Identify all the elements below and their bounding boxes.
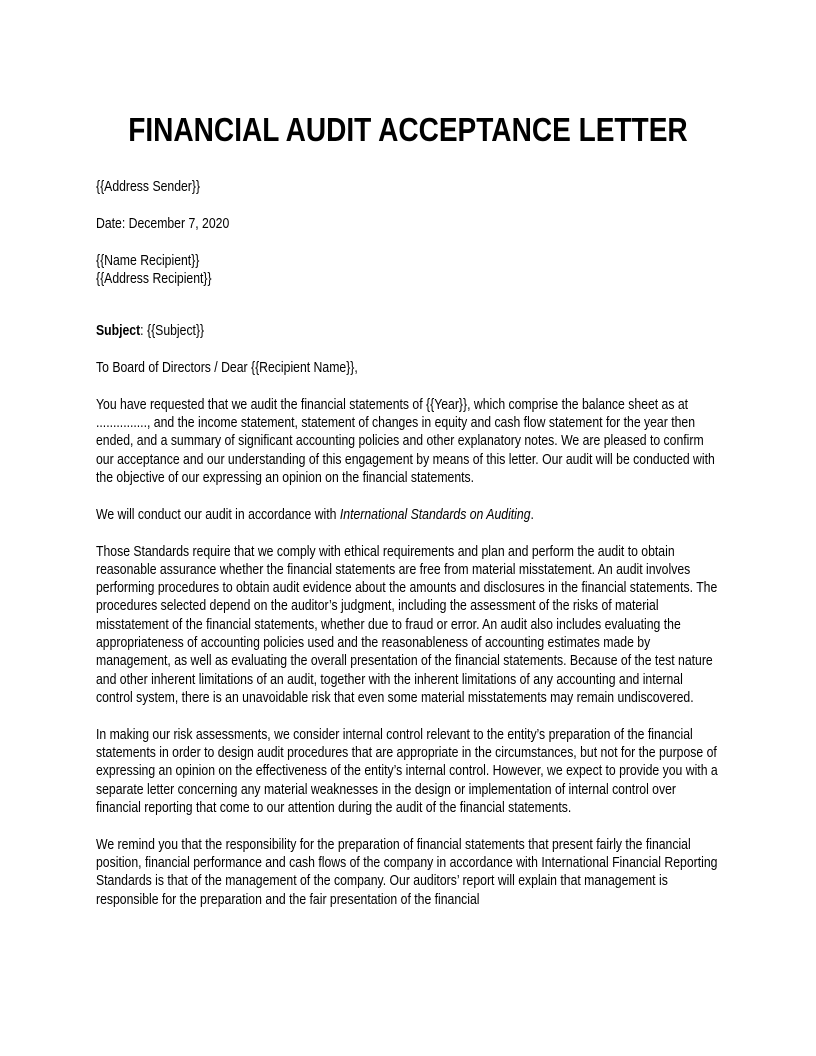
- paragraph-standards-prefix: We will conduct our audit in accordance with: [96, 506, 340, 523]
- paragraph-standards-italic: International Standards on Auditing: [339, 506, 531, 523]
- paragraph-requirements: Those Standards require that we comply with ethical requirements and plan and perform the audit to obtain reasonable assurance whether the financial statements are free from material misstatement. An audit involves performing procedures to obtain audit evidence about the amounts and disclosures in the financial statements. The procedures selected depend on the auditor’s judgment, including the assessment of the risks of material misstatement of the financial statements, whether due to fraud or error. An audit also includes evaluating the appropriateness of accounting policies used and the reasonableness of accounting estimates made by management, as well as evaluating the overall presentation of the financial statements. Because of the test nature and other inherent limitations of an audit, together with the inherent limitations of any accounting and internal control system, there is an unavoidable risk that even some material misstatements may remain undiscovered.: [96, 543, 718, 706]
- paragraph-responsibility: We remind you that the responsibility for the preparation of financial statements that present fairly the financial position, financial performance and cash flows of the company in accordance with International Financial Reporting Standards is that of the management of the company. Our auditors’ report will explain that management is responsible for the preparation and the fair presentation of the financial: [96, 836, 718, 908]
- recipient-name-placeholder: {{Name Recipient}}: [96, 252, 200, 269]
- paragraph-risk-assessments: In making our risk assessments, we consider internal control relevant to the entity’s preparation of the financial statements in order to design audit procedures that are appropriate in the circumstances, but not for the purpose of expressing an opinion on the effectiveness of the entity’s internal control. However, we expect to provide you with a separate letter concerning any material weaknesses in the design or implementation of internal control over financial reporting that come to our attention during the audit of the financial statements.: [96, 726, 718, 816]
- salutation: To Board of Directors / Dear {{Recipient Name}},: [96, 359, 358, 376]
- subject-label: Subject: [96, 323, 141, 340]
- subject-value: : {{Subject}}: [140, 323, 205, 340]
- address-sender-placeholder: {{Address Sender}}: [96, 179, 201, 195]
- subject-line: [96, 322, 720, 340]
- paragraph-standards-suffix: .: [530, 506, 534, 523]
- paragraph-standards: [96, 506, 720, 524]
- recipient-address-placeholder: {{Address Recipient}}: [96, 270, 212, 287]
- paragraph-request: You have requested that we audit the financial statements of {{Year}}, which comprise the balance sheet as at ..............., and the income statement, statement of changes in equity and cash flow statement for the year then ended, and a summary of significant accounting policies and other explanatory notes. We are pleased to confirm our acceptance and our understanding of this engagement by means of this letter. Our audit will be conducted with the objective of our expressing an opinion on the financial statements.: [96, 396, 715, 486]
- date-line: Date: December 7, 2020: [96, 215, 230, 232]
- document-title: FINANCIAL AUDIT ACCEPTANCE LETTER: [128, 111, 688, 148]
- document-content: [96, 0, 720, 909]
